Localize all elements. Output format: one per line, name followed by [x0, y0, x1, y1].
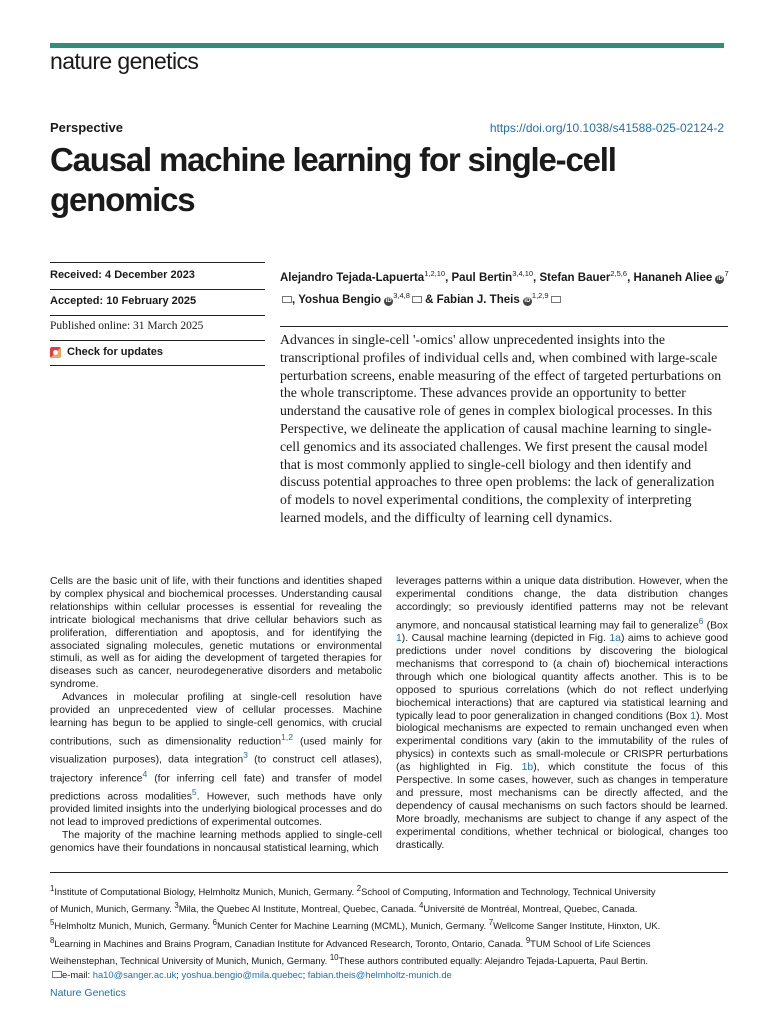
author-name: Stefan Bauer [539, 271, 611, 284]
author-name: Yoshua Bengio [298, 293, 382, 306]
author-affiliation-sup: 1,2,10 [424, 269, 446, 278]
email-link[interactable]: yoshua.bengio@mila.quebec [181, 969, 303, 981]
abstract: Advances in single-cell '-omics' allow unprecedented insights into the transcriptional profiles of individual cells and, when combined with large-scale perturbation screens, enable measuring of the effect of targeted perturbations on the whole transcriptome. These advances provide an opportunity to better understand the causative role of genes in complex biological processes. In this Perspective, we delineate the application of causal machine learning to single-cell genomics and its associated challenges. We first present the causal model that is most commonly applied to single-cell biology and then identify and discuss potential approaches to three open problems: the lack of generalization of models to novel experimental conditions, the complexity of interpreting learned models, and the difficulty of learning cell dynamics. [280, 332, 722, 525]
affiliation-line: $^8$Learning in Machines and Brains Program, Canadian Institute for Advanced Research, Toronto, Ontario, Canada. $^9$TUM School of Life Sciences [50, 935, 651, 949]
meta-rule [50, 315, 265, 316]
orcid-icon[interactable]: iD [385, 297, 392, 304]
body-paragraph: The majority of the machine learning methods applied to single-cell genomics have their foundations in noncausal statistical learning, which [50, 830, 382, 855]
footnote-rule [50, 872, 728, 873]
author-affiliation-sup: 3,4,10 [512, 269, 534, 278]
meta-rule [50, 289, 265, 290]
author-name: Hananeh Aliee [633, 271, 713, 284]
meta-top-rule [50, 262, 265, 263]
author-affiliation-sup: 3,4,8 [393, 290, 410, 300]
orcid-icon[interactable]: iD [524, 297, 531, 304]
body-paragraph: leverages patterns within a unique data distribution. However, when the experimental conditions change, the data distribution changes accordingly; so previously identified patterns may not be relevant anymore, and noncausal statistical learning may fail to generalize$^6$ (Box 1). Causal machine learning (depicted in Fig. 1a) aims to achieve good predictions under novel conditions by discovering the biological mechanisms that correspond to (a chain of) biochemical interactions through which one biological quantity affects another. This is to be opposed to spurious correlations (which do not reflect underlying biochemical interactions) that are captured via statistical learning and typically lead to poor generalization in changed conditions (Box 1). Most biological mechanisms are expected to remain unchanged even when experimental conditions vary (akin to the immutability of the rules of physics) in contexts such as small-molecule or CRISPR perturbations (as highlighted in Fig. 1b), which constitute the focus of this Perspective. In some cases, however, such as changes in temperature and pressure, most mechanisms can be directly affected, and the dependency of causal mechanisms on such factors should be learned. More broadly, mechanisms are subject to change if any aspect of the experimental conditions, whether technical or biological, changes too drastically. [396, 576, 728, 851]
meta-bottom-rule [50, 365, 265, 366]
affiliations [50, 882, 730, 982]
author-name: Paul Bertin [451, 271, 513, 284]
author-list: Alejandro Tejada-Lapuerta$^{1,2,10}$, Paul Bertin$^{3,4,10}$, Stefan Bauer$^{2,5,6}$, Hananeh Aliee $iD^7$, Yoshua Bengio iD$^{3,4,8}$ & Fabian J. Theis iD$^{1,2,9}$ [280, 269, 729, 306]
body-paragraph: Advances in molecular profiling at single-cell resolution have provided an unprecedented view of cellular processes. Machine learning has begun to be applied to single-cell genomics, with crucial contributions, such as dimensionality reduction$^{1,2}$ (used mainly for visualization purposes), data integration$^3$ (to construct cell atlases), trajectory inference$^4$ (for inferring cell fate) and transfer of model predictions across modalities$^5$. However, such methods have only provided limited insights into the underlying biological processes and do not lead to improved predictions of experimental outcomes. [50, 692, 383, 829]
published-date: Published online: 31 March 2025 [50, 320, 204, 332]
author-name: Fabian J. Theis [436, 293, 520, 306]
accepted-date: Accepted: 10 February 2025 [50, 295, 197, 307]
affiliation-line: $^1$Institute of Computational Biology, Helmholtz Munich, Munich, Germany. $^2$School of Computing, Information and Technology, Technical University [50, 884, 656, 898]
affiliation-line: Weihenstephan, Technical University of Munich, Munich, Germany. $^{10}$These authors contributed equally: Alejandro Tejada-Lapuerta, Paul Bertin. [50, 952, 648, 966]
email-link[interactable]: ha10@sanger.ac.uk [92, 969, 177, 981]
affiliation-line: of Munich, Munich, Germany. $^3$Mila, the Quebec AI Institute, Montreal, Quebec, Canada. $^4$Université de Montréal, Montreal, Quebec, Canada. [50, 901, 638, 915]
check-updates-icon [50, 347, 61, 358]
envelope-icon[interactable] [282, 296, 292, 303]
orcid-icon[interactable]: iD [716, 275, 723, 282]
author-affiliation-sup: 1,2,9 [531, 290, 549, 300]
article-title: Causal machine learning for single-cell genomics [50, 141, 616, 218]
envelope-icon[interactable] [551, 296, 561, 303]
abstract-rule [280, 326, 728, 327]
check-for-updates-button[interactable] [50, 346, 163, 358]
author-affiliation-sup: 7 [724, 269, 729, 278]
article-type: Perspective [50, 120, 123, 135]
author-name: Alejandro Tejada-Lapuerta [280, 271, 425, 284]
check-updates-label: Check for updates [67, 346, 163, 358]
email-links: ha10@sanger.ac.uk; yoshua.bengio@mila.quebec; fabian.theis@helmholtz-munich.de [92, 969, 452, 981]
author-affiliation-sup: 2,5,6 [610, 269, 628, 278]
body-column-left [50, 576, 382, 856]
journal-name: nature genetics [50, 48, 199, 74]
affiliation-line: $^5$Helmholtz Munich, Munich, Germany. $^6$Munich Center for Machine Learning (MCML), Munich, Germany. $^7$Wellcome Sanger Institute, Hinxton, UK. [50, 918, 661, 932]
meta-rule [50, 340, 265, 341]
doi-link[interactable]: https://doi.org/10.1038/s41588-025-02124-2 [489, 121, 724, 135]
email-label: e-mail: [62, 969, 93, 981]
email-link[interactable]: fabian.theis@helmholtz-munich.de [307, 969, 452, 981]
envelope-icon[interactable] [412, 296, 422, 303]
affiliation-lines [50, 882, 730, 968]
email-line [50, 968, 730, 982]
envelope-icon [52, 971, 62, 978]
body-column-right [396, 576, 728, 853]
received-date: Received: 4 December 2023 [50, 269, 195, 281]
footer-journal: Nature Genetics [50, 987, 126, 999]
body-paragraph: Cells are the basic unit of life, with their functions and identities shaped by complex physical and biochemical processes. Understanding causal relationships within cellular processes is essential for revealing the intricate biological mechanisms that drive cellular behaviors such as proliferation, differentiation and apoptosis, and for identifying the associated signaling molecules, genetic mutations or environmental stimuli, as well as for aiding the development of targeted therapies for diseases such as cancer, neurodegenerative disorders and metabolic syndrome. [50, 576, 382, 691]
